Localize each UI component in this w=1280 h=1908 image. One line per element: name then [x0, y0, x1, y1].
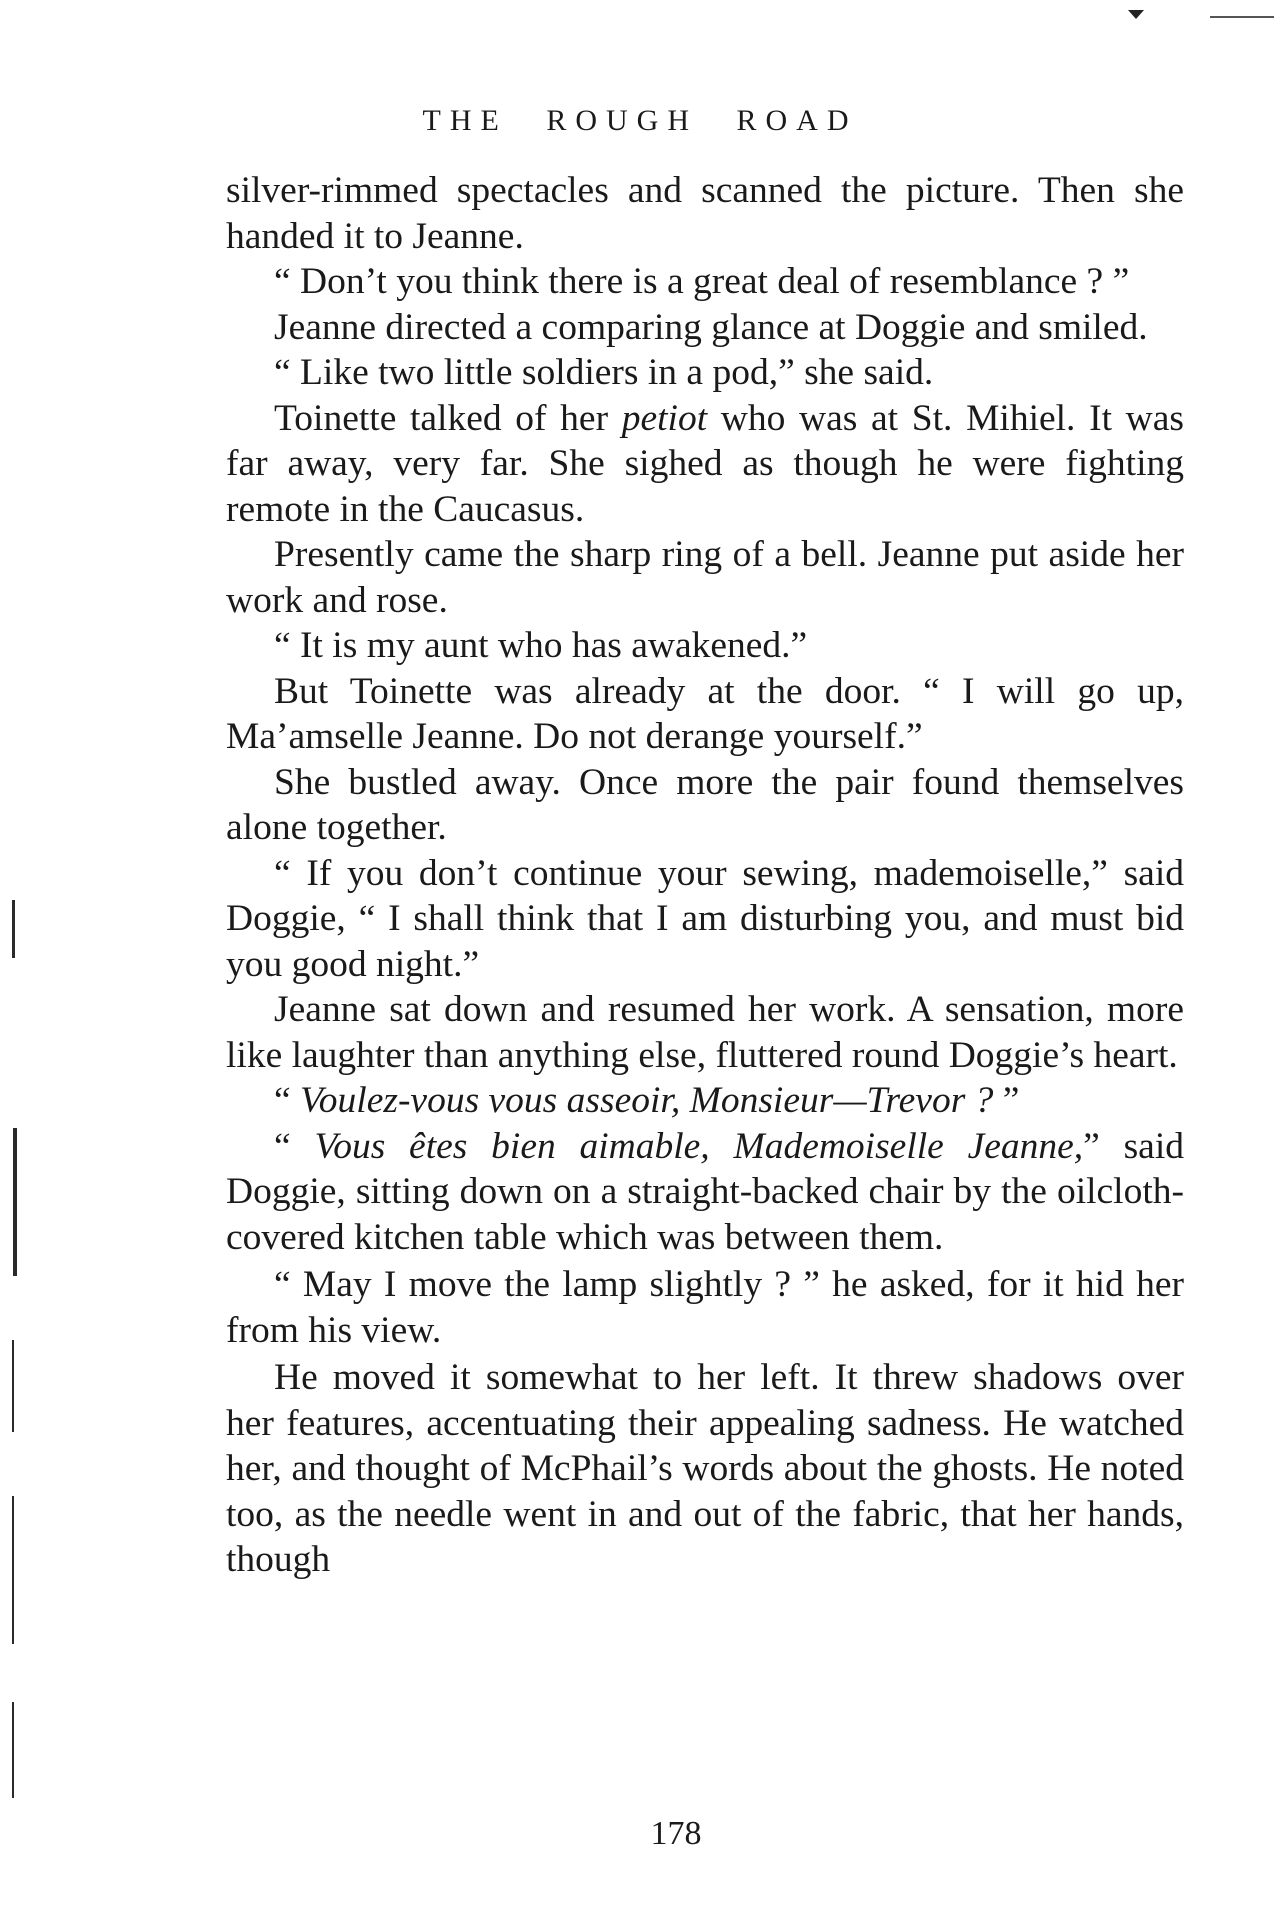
text-run: ” said Doggie, sitting down on a straight-backed chair by the oilcloth-covered kitchen table which was between them.	[226, 1125, 1184, 1258]
text-run: “ It is my aunt who has awakened.”	[274, 625, 808, 666]
corner-rule-mark	[1210, 16, 1274, 18]
body-text	[226, 168, 1184, 1583]
margin-scan-mark	[12, 1340, 14, 1432]
paragraph	[226, 760, 1184, 851]
text-run: But Toinette was already at the door. “ I will go up, Ma’amselle Jeanne. Do not derange yourself.”	[226, 670, 1184, 757]
paragraph	[226, 1262, 1184, 1353]
paragraph	[226, 987, 1184, 1078]
margin-scan-mark	[12, 1496, 14, 1644]
paragraph	[226, 259, 1184, 305]
paragraph	[226, 1124, 1184, 1261]
text-run: “ Don’t you think there is a great deal of resemblance ? ”	[274, 261, 1130, 302]
paragraph	[226, 168, 1184, 259]
text-run: He moved it somewhat to her left. It threw shadows over her features, accentuating their appealing sadness. He watched her, and thought of McPhail’s words about the ghosts. He noted too, as the needle went in and out of the fabric, that her hands, though	[226, 1357, 1184, 1580]
italic-text: petiot	[621, 397, 708, 439]
margin-scan-mark	[12, 900, 15, 958]
text-run: silver-rimmed spectacles and scanned the picture. Then she handed it to Jeanne.	[226, 170, 1184, 257]
corner-arrow-mark	[1128, 10, 1144, 19]
paragraph	[226, 623, 1184, 669]
margin-scan-mark	[12, 1702, 14, 1798]
text-run: Presently came the sharp ring of a bell. Jeanne put aside her work and rose.	[226, 534, 1184, 621]
text-run: “ Like two little soldiers in a pod,” she said.	[274, 352, 934, 393]
margin-scan-mark	[13, 1128, 17, 1276]
text-run: “	[274, 1125, 315, 1167]
text-run: Jeanne sat down and resumed her work. A sensation, more like laughter than anything else, fluttered round Doggie’s heart.	[226, 989, 1184, 1076]
paragraph	[226, 532, 1184, 623]
paragraph	[226, 851, 1184, 988]
text-run: She bustled away. Once more the pair found themselves alone together.	[226, 761, 1184, 848]
text-run: “ May I move the lamp slightly ? ” he asked, for it hid her from his view.	[226, 1264, 1184, 1351]
paragraph	[226, 396, 1184, 533]
paragraph	[226, 1078, 1184, 1124]
text-run: “	[274, 1080, 301, 1121]
text-run: ”	[993, 1080, 1020, 1121]
italic-text: Vous êtes bien aimable, Mademoiselle Jeanne,	[314, 1125, 1084, 1167]
paragraph	[226, 1355, 1184, 1583]
text-run: “ If you don’t continue your sewing, mademoiselle,” said Doggie, “ I shall think that I am disturbing you, and must bid you good night.”	[226, 852, 1184, 985]
page-number: 178	[650, 1815, 702, 1852]
paragraph	[226, 305, 1184, 351]
paragraph	[226, 350, 1184, 396]
text-run: who was at St. Mihiel. It was far away, very far. She sighed as though he were fighting remote in the Caucasus.	[226, 397, 1184, 530]
italic-text: Voulez-vous vous asseoir, Monsieur—Trevor ?	[300, 1080, 994, 1121]
text-run: Jeanne directed a comparing glance at Doggie and smiled.	[274, 306, 1148, 348]
text-run: Toinette talked of her	[274, 397, 622, 439]
running-head: THE ROUGH ROAD	[422, 104, 858, 137]
paragraph	[226, 669, 1184, 760]
